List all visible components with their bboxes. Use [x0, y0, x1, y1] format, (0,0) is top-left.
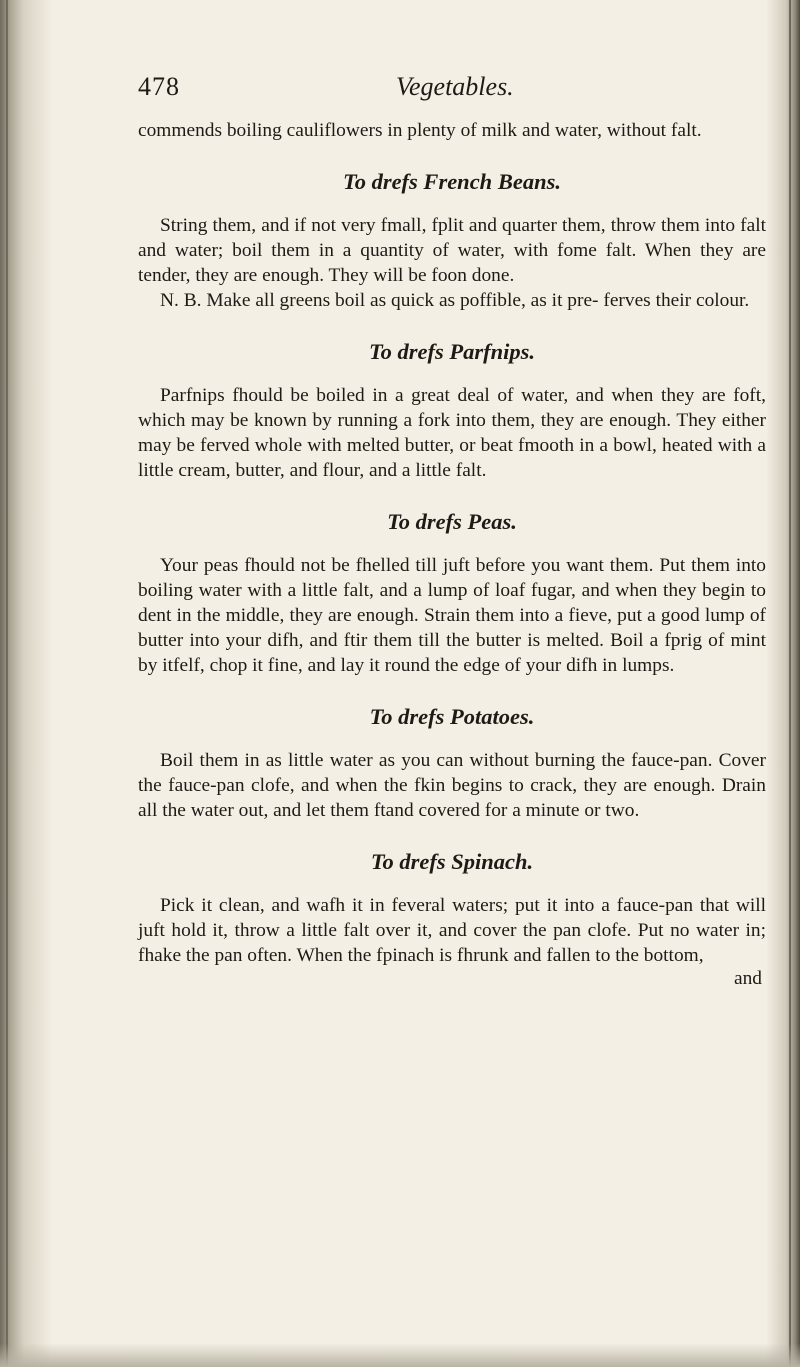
page-bottom-shadow — [0, 1343, 800, 1367]
paragraph-spinach: Pick it clean, and wafh it in feveral waters; put it into a fauce-pan that will juft hold it, throw a little falt over it, and cover the pan clofe. Put no water in; fhake the pan often. When the fpinach is fhrunk and fallen to the bottom, — [138, 895, 766, 966]
paragraph-french-beans: String them, and if not very fmall, fplit and quarter them, throw them into falt and water; boil them in a quantity of water, with fome falt. When they are tender, they are enough. They will be foon done. — [138, 215, 766, 286]
section-heading-spinach: To drefs Spinach. — [370, 849, 534, 874]
page-number: 478 — [138, 72, 180, 101]
running-title: Vegetables. — [396, 72, 514, 101]
intro-paragraph: commends boiling cauliflowers in plenty of milk and water, without falt. — [138, 120, 702, 141]
catchword: and — [734, 968, 762, 989]
section-heading-potatoes: To drefs Potatoes. — [369, 704, 535, 729]
text-column — [138, 118, 766, 990]
section-heading-peas: To drefs Peas. — [387, 509, 517, 534]
section-heading-parsnips: To drefs Parfnips. — [368, 339, 536, 364]
paragraph-greens-note: N. B. Make all greens boil as quick as poffible, as it pre- ferves their colour. — [160, 290, 750, 311]
paragraph-potatoes: Boil them in as little water as you can without burning the fauce-pan. Cover the fauce-pan clofe, and when the fkin begins to crack, they are enough. Drain all the water out, and let them ftand covered for a minute or two. — [138, 750, 766, 821]
paragraph-peas: Your peas fhould not be fhelled till juft before you want them. Put them into boiling water with a little falt, and a lump of loaf fugar, and when they begin to dent in the middle, they are enough. Strain them into a fieve, put a good lump of butter into your difh, and ftir them till the butter is melted. Boil a fprig of mint by itfelf, chop it fine, and lay it round the edge of your difh in lumps. — [138, 555, 766, 676]
section-heading-french-beans: To drefs French Beans. — [343, 169, 561, 194]
page-outer-edge — [766, 0, 800, 1367]
running-head — [138, 72, 618, 106]
page-binding-edge — [0, 0, 52, 1367]
paragraph-parsnips: Parfnips fhould be boiled in a great deal of water, and when they are foft, which may be known by running a fork into them, they are enough. They either may be ferved whole with melted butter, or beat fmooth in a bowl, heated with a little cream, butter, and flour, and a little falt. — [138, 385, 766, 481]
